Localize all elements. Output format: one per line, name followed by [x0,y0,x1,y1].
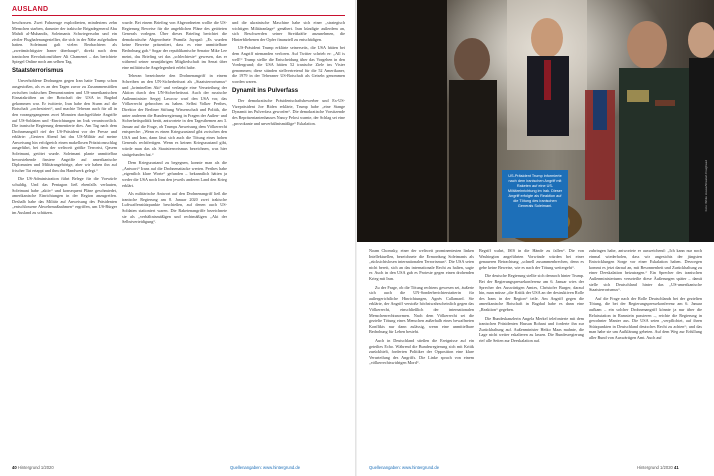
page-footer-left [12,465,54,470]
issue-label: Hintergrund 1/2020 [637,465,673,470]
page-footer-right [637,465,679,470]
subheading: Staatsterrorismus [12,67,64,74]
paragraph: wurde. Bei einem Briefing von Abgeordneten wollte die US-Regierung Beweise für die angeblichen Pläne des getöteten Generals vorlegen. Über dieses Briefing berichtet die demokratische Abgeordnete Pramila Jayapal: „Es wurden keine Beweise präsentiert, dass es eine unmittelbare Bedrohung gab.“ Sogar der republikanische Senator Mike Lee meint, das Briefing sei das „schlechteste“ gewesen, das er während seiner neunjährigen Mitgliedschaft im Senat über eine militärische Angelegenheit erlebt habe. [122,20,227,70]
photo-credit: Foto: White House/Shealah Craighead [704,160,708,212]
paragraph: Die US-Administration führt Belege für die Vorwürfe schuldig. Und das Pentagon ließ ebenfalls verlauten, Soleimani habe „aktiv“ und konsequent Pläne geschmiedet, amerikanische Einrichtungen in der Region anzugreifen. Deshalb habe das Militär auf Anweisung des Präsidenten „entschlossene Abwehrmaßnahmen“ ergriffen, um US-Bürger im Ausland zu schützen. [12,176,117,215]
subheading: Dynamit ins Pulverfass [232,87,299,94]
section-tag: AUSLAND [12,6,49,13]
header-rule [12,15,345,16]
right-page [357,0,714,476]
paragraph: Als militärische Antwort auf den Drohnenangriff ließ die iranische Regierung am 8. Januar 2020 zwei irakische Luftwaffenstützpunkte beschießen, auf denen auch US-Soldaten stationiert waren. Die Raketenangriffe bezeichnete sie als „verhältnismäßigen und rechtmäßigen „Akt der Selbstverteidigung“. [122,191,227,225]
page-number: 40 [12,465,17,470]
paragraph: Zu der Frage, ob die Tötung rechtens gewesen sei, äußerte sich auch die UN-Sonderberichterstatterin für außergerichtliche Hinrichtungen, Agnès Callamard. Sie erklärte, der Angriff verstoße höchstwahrscheinlich gegen das Völkerrecht, einschließlich der internationalen Menschenrechtsnormen. Nach dem Völkerrecht sei die gezielte Tötung eines Menschen außerhalb eines bewaffneten Konflikts nur dann zulässig, wenn eine unmittelbare Bedrohung für Leben besteht. [369,284,474,335]
source-link[interactable]: Quellenangaben: www.hintergrund.de [230,465,301,470]
column-5 [479,248,584,458]
photo-caption: US-Präsident Trump informierte nach dem iranischen Angriff mit Raketen auf eine US-Militäreinrichtung im Irak. Dieser Angriff erfolgte als Reaktion auf die Tötung des iranischen Generals Soleimani. [502,170,568,238]
paragraph: Die Bundeskanzlerin Angela Merkel telefonierte mit dem iranischen Präsidenten Hassan Rohani und forderte ihn zur Zurückhaltung auf. Außenminister Heiko Maas mahnte, die Lage nicht weiter eskalieren zu lassen. Die Bundesregierung rief alle Seiten zur Deeskalation auf. [479,315,584,343]
source-link-right[interactable]: Quellenangaben: www.hintergrund.de [369,465,440,470]
column-1 [12,20,117,458]
paragraph: Unverhohlene Drohungen gegen Iran hatte Trump schon ausgestoßen, als es an den Tagen zuvor zu Zusammenstößen zwischen irakischen Demonstranten und US-amerikanischen Einsatzkräften an der Botschaft der USA in Bagdad gekommen war. Er twitterte, Iran habe den Sturm auf die Botschaft „orchestriert“, und machte Teheran auch für all in den vorangegangenen zwei Monaten durchgeführte Angriffe auf US-Soldaten und -Einrichtungen im Irak verantwortlich. Die iranische Regierung dementierte dies. Am Tag nach dem Drohnenangriff rief der US-Präsident vor der Presse und erklärte: „Gestern Abend hat das US-Militär auf meine Anweisung hin erfolgreich einen makellosen Präzisionsschlag ausgeführt, bei dem der weltweit größte Terrorist, Qasem Soleimani, getötet wurde. Soleimani plante unmittelbar bevorstehende finstere Angriffe auf amerikanische Diplomaten und Militärangehörige, aber wir haben ihn auf frischer Tat ertappt und ihm das Handwerk gelegt.“ [12,78,117,173]
paragraph: Teheran bezeichnete den Drohnenangriff in einem Schreiben an den UN-Sicherheitsrat als „Staatsterrorismus“ und „kriminellen Akt“ und verlangte eine Verurteilung der Aktion durch den UN-Sicherheitsrat. Auch der russische Außenminister Sergej Lawrow warf den USA vor, das Völkerrecht gebrochen zu haben. Selbst Volker Perthes, Direktor der Berliner Stiftung Wissenschaft und Politik, die unter anderem die Bundesregierung in Fragen der Außen- und Sicherheitspolitik berät, antwortete in den Tagesthemen am 3. Januar auf die Frage, ob Trumps Anweisung dem Völkerrecht entspreche: „Wenn es einen Kriegszustand gibt zwischen den USA und Iran, dann lässt sich auch die Tötung eines hohen Generals rechtfertigen. Wenn es keinen Kriegszustand gibt, würde man das als Staatsterrorismus bezeichnen, was hier stattgefunden hat.“ [122,73,227,157]
paragraph: Noam Chomsky, einer der weltweit prominentesten linken Intellektuellen, bezeichnete die Ermordung Soleimanis als „rücksichtslosen internationalen Terrorismus“. Die USA seien nicht bereit, sich an das internationale Recht zu halten, sagte er. Auch in den USA gab es Proteste gegen einen drohenden Krieg mit Iran. [369,248,474,281]
issue-label: Hintergrund 1/2020 [17,465,54,470]
paragraph: beschossen. Zwei Fahrzeuge explodierten, mindestens zehn Menschen starben, darunter der irakische Brigadegeneral Abu Mahdi al-Muhandis, Soleimanis Schwiegersohn und ein ziviler Flughafenangestellter, die sich in der Nähe aufgehalten hatten. Soleimani galt vielen Beobachtern als „zweitmächtigster Iraner überhaupt“, direkt nach dem iranischen Revolutionsführer Ali Chamenei – das berichtete Spiegel Online noch am selben Tag. [12,20,117,65]
paragraph: und die ukrainische Maschine habe sich einer „strategisch wichtigen Militäranlage“ genähert. Iran kündigte außerdem an, sich Beschwerden seiner Streitkräfte anzunehmen, die Hinterbliebenen der Opfer finanziell zu entschädigen. [232,20,345,42]
paragraph: Auch in Deutschland stießen die Ereignisse auf ein geteiltes Echo. Während die Bundesregierung sich mit Kritik zurückhielt, forderten Politiker der Opposition eine klare Verurteilung des Angriffs. Die Linke sprach von einem „völkerrechtswidrigen Mord“. [369,337,474,366]
column-4 [369,248,474,458]
paragraph: US-Präsident Trump erklärte seinerseits, die USA hätten bei dem Angriff niemanden verloren. Auf Twitter schrieb er: „All is well!“ Trump stellte die Entscheidung über das Vorgehen in den Vordergrund; die USA hätten 52 iranische Ziele ins Visier genommen; diese stünden stellvertretend für die 52 Amerikaner, die 1979 in der Teheraner US-Botschaft als Geiseln genommen worden waren. [232,45,345,84]
paragraph: Die deutsche Regierung stellte sich dennoch hinter Trump. Bei der Regierungspressekonferenz am 6. Januar wies der Sprecher des Auswärtigen Amtes, Christofer Burger, darauf hin, man müsse „die Kritik der USA an der destruktiven Rolle des Irans in der Region“ teile. Am Angriff gegen die amerikanische Botschaft in Bagdad habe es dann eine „Reaktion“ gegeben. [479,273,584,312]
paragraph: Der demokratische Präsidentschaftsbewerber und Ex-US-Vizepräsident Joe Biden erklärte, Trump habe „eine Stange Dynamit ins Pulverfass geworfen“. Die demokratische Vorsitzende des Repräsentantenhauses Nancy Pelosi warnte, der Schlag sei eine „provokante und unverhältnismäßige“ Eskalation. [232,98,345,126]
paragraph: Begriff wahrt, ISIS in die Hände zu fallen“. Die von Washington angeführten Vorwände würden bei einer genaueren Betrachtung „schnell zusammenbrechen, denn es gebe keine Beweise, wie es nach der Tötung weitergeht“. [479,248,584,270]
paragraph: Dem Kriegszustand zu begegnen, konnte man als die „Antwort“ Irans auf die Drohnenattacke werten. Perthes habe „eigentlich klare Worte“ gefunden – bekanntlich hätten ja weder die USA noch Iran den jeweils anderen Land den Krieg erklärt. [122,160,227,188]
paragraph: Auf die Frage nach der Rolle Deutschlands bei der gezielten Tötung, die bei der Regierungspressekonferenz am 6. Januar aufkam – ein solcher Drohnenangriff könnte ja nur über die Relaisstation in Ramstein passieren –, reichte die Regierung in gewohnter Manier aus. Die USA seien „verpflichtet, auf ihren Stützpunkten in Deutschland deutsches Recht zu achten“; und das man habe sie um Aufklärung gebeten. Auf dem Weg zur Erfüllung aller Bund von Auswärtigen Amt. Auch auf [589,295,702,340]
column-2b [232,20,345,458]
page-number: 41 [674,465,679,470]
paragraph: zubringen habe, antwortete er ausweichend: „Ich kann nur noch einmal wiederholen, dass wir angesichts der jüngsten Entwicklungen Sorge vor einer Eskalation haben. Deswegen kommt es jetzt darauf an, mit Besonnenheit und Zurückhaltung zu einer Deeskalation beizutragen.“ Ein Sprecher des iranischen Außenministeriums verurteilte diese Äußerungen später – damit stelle sich Deutschland hinter das „US-amerikanische Staatsterrorismus“. [589,248,702,293]
column-6 [589,248,702,458]
column-2 [122,20,227,458]
